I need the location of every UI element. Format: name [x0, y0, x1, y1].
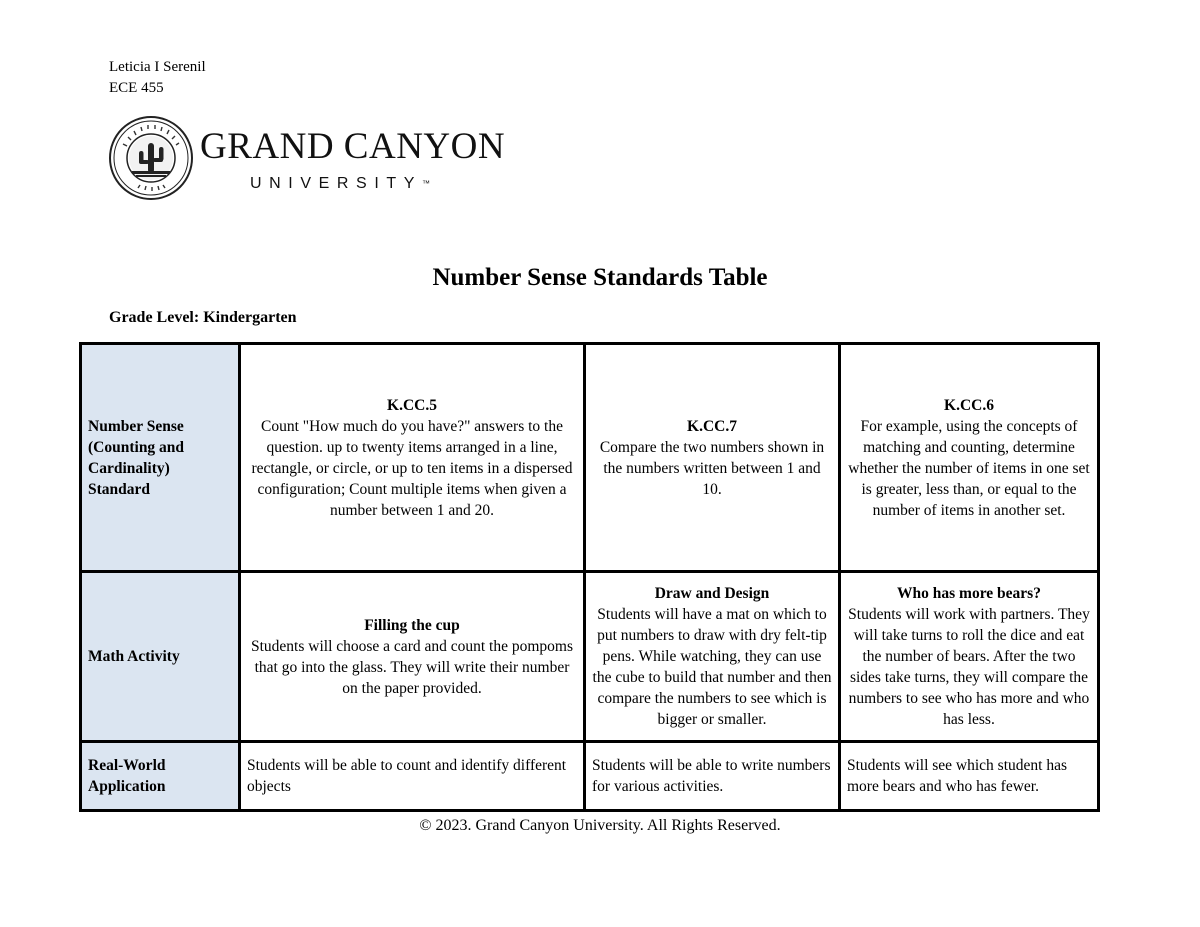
author-name: Leticia I Serenil — [109, 59, 206, 75]
logo-subtitle-text: UNIVERSITY — [250, 175, 423, 192]
standard-code: K.CC.5 — [387, 396, 437, 414]
activity-title: Draw and Design — [654, 585, 770, 602]
logo-wordmark: GRAND CANYON — [200, 126, 506, 167]
table-cell: Students will be able to count and identify different objects — [240, 742, 585, 811]
table-row — [81, 572, 1099, 742]
standard-code: K.CC.7 — [687, 417, 737, 435]
table-row — [81, 742, 1099, 811]
grade-level-label: Grade Level: — [109, 309, 200, 326]
grade-level — [109, 308, 297, 328]
standard-description: Count "How much do you have?" answers to the question. up to twenty items arranged in a line, rectangle, or circle, or up to ten items in a dispersed configuration; Count multiple items when given a number between 1 and 20. — [251, 417, 573, 519]
activity-description: Students will choose a card and count the pompoms that go into the glass. They will write their number on the paper provided. — [251, 637, 573, 697]
row-header-standard: Number Sense (Counting and Cardinality) Standard — [81, 344, 240, 572]
table-cell — [840, 572, 1099, 742]
row-header-real-world: Real-World Application — [81, 742, 240, 811]
trademark-symbol: ™ — [422, 179, 431, 188]
table-cell: Students will be able to write numbers for various activities. — [585, 742, 840, 811]
table-row — [81, 344, 1099, 572]
course-code: ECE 455 — [109, 80, 164, 96]
activity-title: Filling the cup — [364, 616, 460, 634]
university-seal-icon — [108, 115, 194, 201]
grade-level-value: Kindergarten — [203, 309, 297, 326]
standards-table — [79, 342, 1100, 812]
table-cell: Students will see which student has more bears and who has fewer. — [840, 742, 1099, 811]
row-header-math-activity: Math Activity — [81, 572, 240, 742]
standard-description: Compare the two numbers shown in the numbers written between 1 and 10. — [599, 438, 825, 498]
table-cell — [585, 344, 840, 572]
table-cell — [840, 344, 1099, 572]
activity-description: Students will work with partners. They will take turns to roll the dice and eat the number of bears. After the two sides take turns, they will compare the numbers to see who has more and who has less. — [848, 606, 1090, 728]
logo-subtitle — [250, 175, 430, 193]
table-cell — [240, 572, 585, 742]
university-logo — [108, 115, 506, 205]
activity-title: Who has more bears? — [897, 585, 1041, 602]
copyright-footer: © 2023. Grand Canyon University. All Rights Reserved. — [419, 817, 781, 834]
table-cell — [240, 344, 585, 572]
table-cell — [585, 572, 840, 742]
activity-description: Students will have a mat on which to put numbers to draw with dry felt-tip pens. While watching, they can use the cube to build that number and then compare the numbers to see which is bigger or smaller. — [592, 606, 832, 728]
document-title: Number Sense Standards Table — [432, 264, 768, 291]
standard-description: For example, using the concepts of matching and counting, determine whether the number of items in one set is greater, less than, or equal to the number of items in another set. — [848, 417, 1090, 519]
standard-code: K.CC.6 — [944, 396, 994, 414]
